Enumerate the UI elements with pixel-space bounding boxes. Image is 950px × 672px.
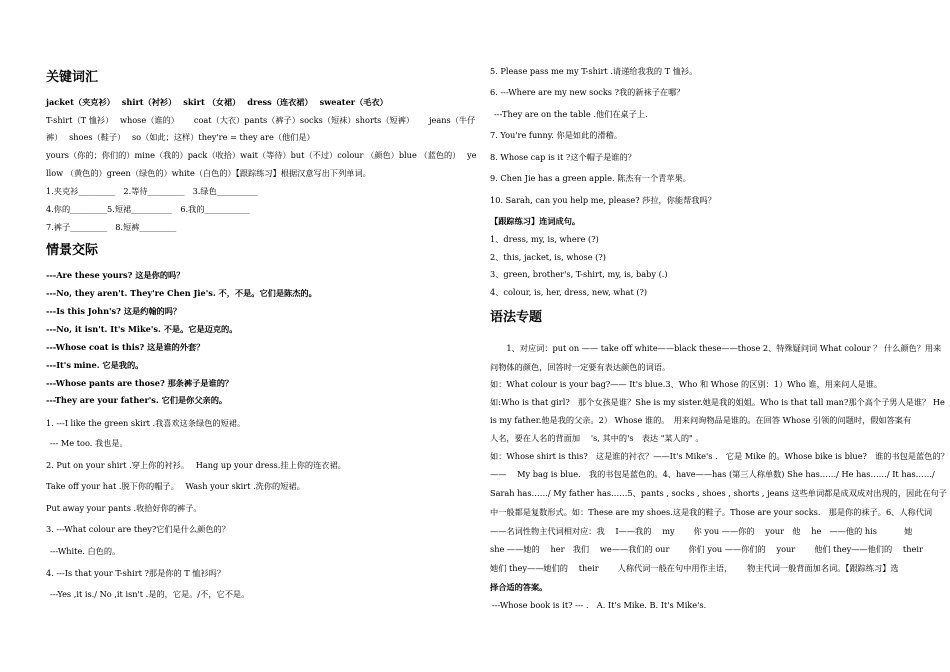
grammar-line: 如：Whose shirt is this? 这是谁的衬衣？——It's Mike's . 它是 Mike 的。Whose bike is blue? 谁的书包是蓝色的？ [490,451,949,461]
vocab-line: llow （黄色的）green（绿色的）white（白色的）【跟踪练习】根据汉意写出下列单词。 [46,168,371,178]
dialog-line: ---No, it isn't. It's Mike's. 不是。它是迈克的。 [46,324,238,334]
exercise-line: 2、this, jacket, is, whose (?) [490,252,606,262]
grammar-line: 人名，要在人名的背面加 's, 其中的's 表达 "某人的" 。 [490,433,704,443]
sentence-line: 4. ---Is that your T-shirt ?那是你的 T 恤衫吗？ [46,568,226,578]
grammar-line: 中一般都是复数形式。如：These are my shoes.这是我的鞋子。Those are your socks. 那是你的袜子。6、人称代词 [490,507,933,517]
exercise-title: 【跟踪练习】连词成句。 [490,216,581,226]
grammar-line: Sarah has……/ My father has……5、pants , socks , shoes , shorts , jeans 这些单词都是成双成对出现的，因此在句子 [490,488,947,498]
grammar-line: 如：What colour is your bag?—— It's blue.3、Who 和 Whose 的区别：1）Who 谁，用来问人是谁。 [490,379,883,389]
grammar-line: 择合适的答案。 [490,582,548,592]
sentence-line: ---Yes ,it is./ No ,it isn't .是的，它是。/不，它不是。 [50,589,250,599]
grammar-line: she ——她的 her 我们 we——我们的 our 你们 you ——你们的 your 他们 they——他们的 their [490,544,923,554]
sentence-line: Take off your hat .脱下你的帽子。 Wash your skirt .洗你的短裙。 [46,481,305,491]
sentence-line: ---They are on the table .他们在桌子上. [494,109,648,119]
section-title-grammar: 语法专题 [490,310,543,325]
sentence-line: 3. ---What colour are they?它们是什么颜色的？ [46,524,230,534]
dialog-line: ---Are these yours? 这是你的吗？ [46,270,185,280]
grammar-line: 她们 they——她们的 their 人称代词一般在句中用作主语， 物主代词一般背面加名词。【跟踪练习】选 [490,563,899,573]
vocab-line: T-shirt（T 恤衫） whose（谁的） coat（大衣）pants（裤子）socks（短袜）shorts（短裤） jeans（牛仔 [46,115,476,125]
sentence-line: 2. Put on your shirt .穿上你的衬衫。 Hang up your dress.挂上你的连衣裙。 [46,460,346,470]
vocab-line: 裤） shoes（鞋子） so（如此；这样）they're = they are（他们是） [46,132,315,142]
sentence-line: 9. Chen Jie has a green apple. 陈杰有一个青苹果。 [490,173,691,183]
exercise-line: 1、dress, my, is, where (?) [490,234,599,244]
grammar-line: —— My bag is blue. 我的书包是蓝色的。4、have——has (第三人称单数) She has……/ He has……/ It has……/ [490,469,935,479]
section-title-key-vocabulary: 关键词汇 [46,70,99,85]
dialog-line: ---They are your father's. 它们是你父亲的。 [46,395,228,405]
dialog-line: ---It's mine. 它是我的。 [46,360,144,370]
dialog-line: ---Whose pants are those? 那条裤子是谁的？ [46,378,234,388]
vocab-exercise-line: 1.夹克衫_________ 2.等待_________ 3.绿色__________ [46,186,258,196]
vocab-exercise-line: 4.你的_________5.短裙__________ 6.我的___________ [46,204,250,214]
exercise-line: 3、green, brother's, T-shirt, my, is, baby (.) [490,269,668,279]
dialog-line: ---Is this John's? 这是约翰的吗？ [46,306,182,316]
section-title-situational-dialog: 情景交际 [46,243,99,258]
sentence-line: 6. ---Where are my new socks ?我的新袜子在哪？ [490,87,685,97]
sentence-line: ---White. 白色的。 [50,546,121,556]
vocab-line: yours（你的；你们的）mine（我的）pack（收拾）wait（等待）but（不过）colour （颜色）blue （蓝色的） ye [46,150,477,160]
dialog-line: ---Whose coat is this? 这是谁的外套？ [46,342,205,352]
dialog-line: ---No, they aren't. They're Chen Jie's. 不，不是。它们是陈杰的。 [46,288,317,298]
sentence-line: 1. ---I like the green skirt .我喜欢这条绿色的短裙。 [46,418,246,428]
grammar-line: 问物体的颜色，回答时一定要有表达颜色的词语。 [490,362,671,372]
sentence-line: 10. Sarah, can you help me, please? 莎拉，你能帮我吗？ [490,195,716,205]
grammar-line: 1、对应词：put on —— take off white——black these——those 2、特殊疑问词 What colour ？ 什么颜色？用来 [490,343,942,353]
grammar-line: is my father.他是我的父亲。2） Whose 谁的。 用来问询物品是谁的。在回答 Whose 引领的问题时，假如答案有 [490,415,912,425]
vocab-exercise-line: 7.裤子_________ 8.短裤_________ [46,222,177,232]
sentence-line: 5. Please pass me my T-shirt .请递给我我的 T 恤衫。 [490,66,698,76]
grammar-line: 如:Who is that girl? 那个女孩是谁？She is my sister.她是我的姐姐。Who is that tall man?那个高个子男人是谁？ He [490,397,945,407]
grammar-line: ——名词性物主代词相对应：我 I——我的 my 你 you ——你的 your 他 he ——他的 his 她 [490,526,913,536]
sentence-line: 7. You're funny. 你是如此的滑稽。 [490,130,623,140]
sentence-line: --- Me too. 我也是。 [50,438,128,448]
vocab-line: jacket（夹克衫） shirt（衬衫） skirt （女裙） dress（连衣裙） sweater（毛衣） [46,97,388,107]
grammar-question-line: ---Whose book is it? --- . A. It's Mike. B. It's Mike's. [492,600,707,610]
sentence-line: 8. Whose cap is it ?这个帽子是谁的？ [490,152,636,162]
sentence-line: Put away your pants .收拾好你的裤子。 [46,503,202,513]
exercise-line: 4、colour, is, her, dress, new, what (?) [490,287,648,297]
